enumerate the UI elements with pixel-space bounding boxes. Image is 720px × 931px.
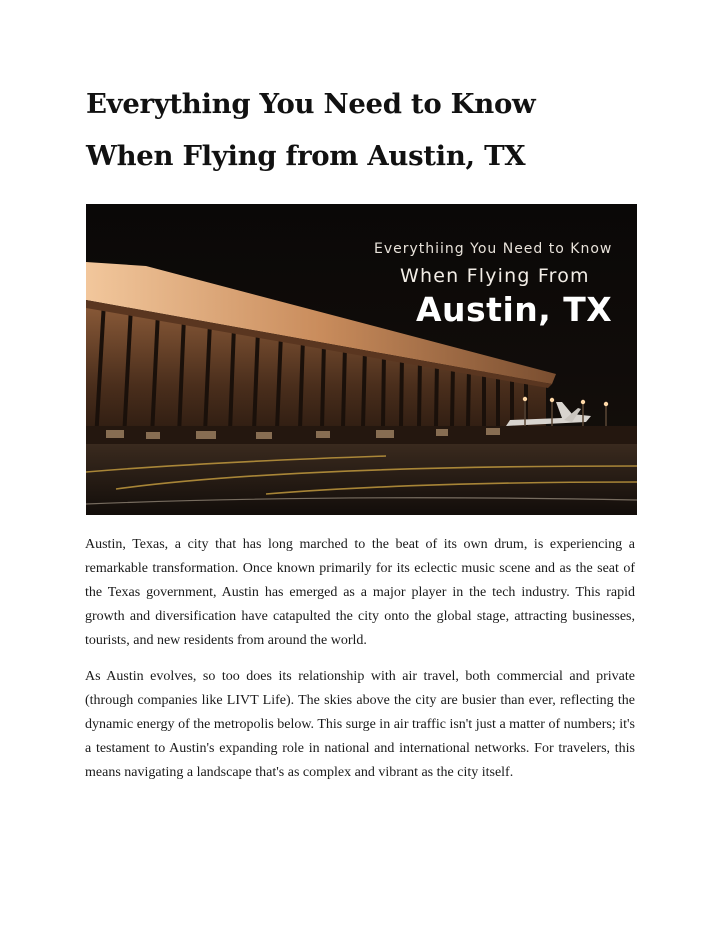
- tarmac: [86, 444, 637, 515]
- article-body: [85, 533, 635, 797]
- article-title-line-2: When Flying from Austin, TX: [86, 140, 526, 172]
- paragraph: As Austin evolves, so too does its relationship with air travel, both commercial and private (through companies like LIVT Life). The skies above the city are busier than ever, reflecting the dynamic energy of the metropolis below. This surge in air traffic isn't just a matter of numbers; it's a testament to Austin's expanding role in national and international networks. For travelers, this means navigating a landscape that's as complex and vibrant as the city itself.: [85, 669, 635, 780]
- hero-overlay-line-2: When Flying From: [400, 265, 590, 287]
- hero-image: [86, 204, 637, 515]
- article-title-line-1: Everything You Need to Know: [86, 88, 536, 120]
- paragraph: Austin, Texas, a city that has long marched to the beat of its own drum, is experiencing a remarkable transformation. Once known primarily for its eclectic music scene and as the seat of the Texas government, Austin has emerged as a major player in the tech industry. This rapid growth and diversification have catapulted the city onto the global stage, attracting businesses, tourists, and new residents from around the world.: [85, 537, 635, 648]
- hero-overlay-line-1: Everythiing You Need to Know: [374, 241, 613, 257]
- article-title: [86, 78, 646, 182]
- hero-overlay-line-3: Austin, TX: [416, 290, 613, 329]
- airport-terminal-illustration: [86, 204, 637, 515]
